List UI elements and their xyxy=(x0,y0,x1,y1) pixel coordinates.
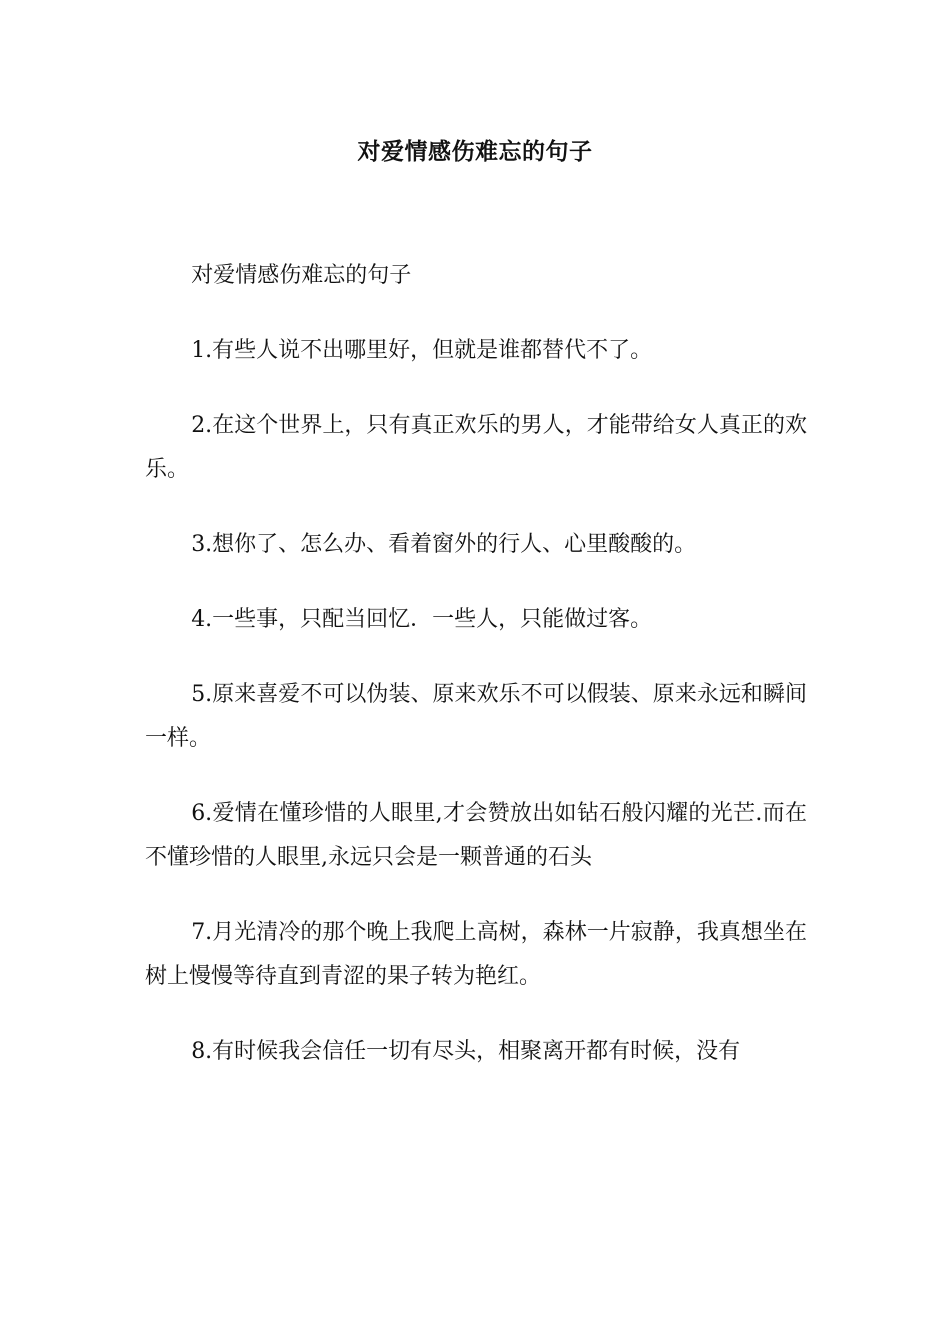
paragraph-item-6: 6.爱情在懂珍惜的人眼里,才会赞放出如钻石般闪耀的光芒.而在不懂珍惜的人眼里,永远只会是一颗普通的石头 xyxy=(145,801,807,870)
paragraph-item-3: 3.想你了、怎么办、看着窗外的行人、心里酸酸的。 xyxy=(191,532,697,557)
paragraph-subtitle: 对爱情感伤难忘的句子 xyxy=(191,263,412,288)
paragraph-item-5: 5.原来喜爱不可以伪装、原来欢乐不可以假装、原来永远和瞬间一样。 xyxy=(145,682,807,751)
paragraph-item-2: 2.在这个世界上，只有真正欢乐的男人，才能带给女人真正的欢乐。 xyxy=(145,413,807,482)
paragraph-item-8: 8.有时候我会信任一切有尽头，相聚离开都有时候，没有 xyxy=(191,1039,741,1064)
paragraph-item-4: 4.一些事，只配当回忆．一些人，只能做过客。 xyxy=(191,607,653,632)
document-body xyxy=(145,254,807,1105)
paragraph-item-7: 7.月光清冷的那个晚上我爬上高树，森林一片寂静，我真想坐在树上慢慢等待直到青涩的果子转为艳红。 xyxy=(145,920,807,989)
paragraph-item-1: 1.有些人说不出哪里好，但就是谁都替代不了。 xyxy=(191,338,653,363)
document-title: 对爱情感伤难忘的句子 xyxy=(357,138,593,165)
